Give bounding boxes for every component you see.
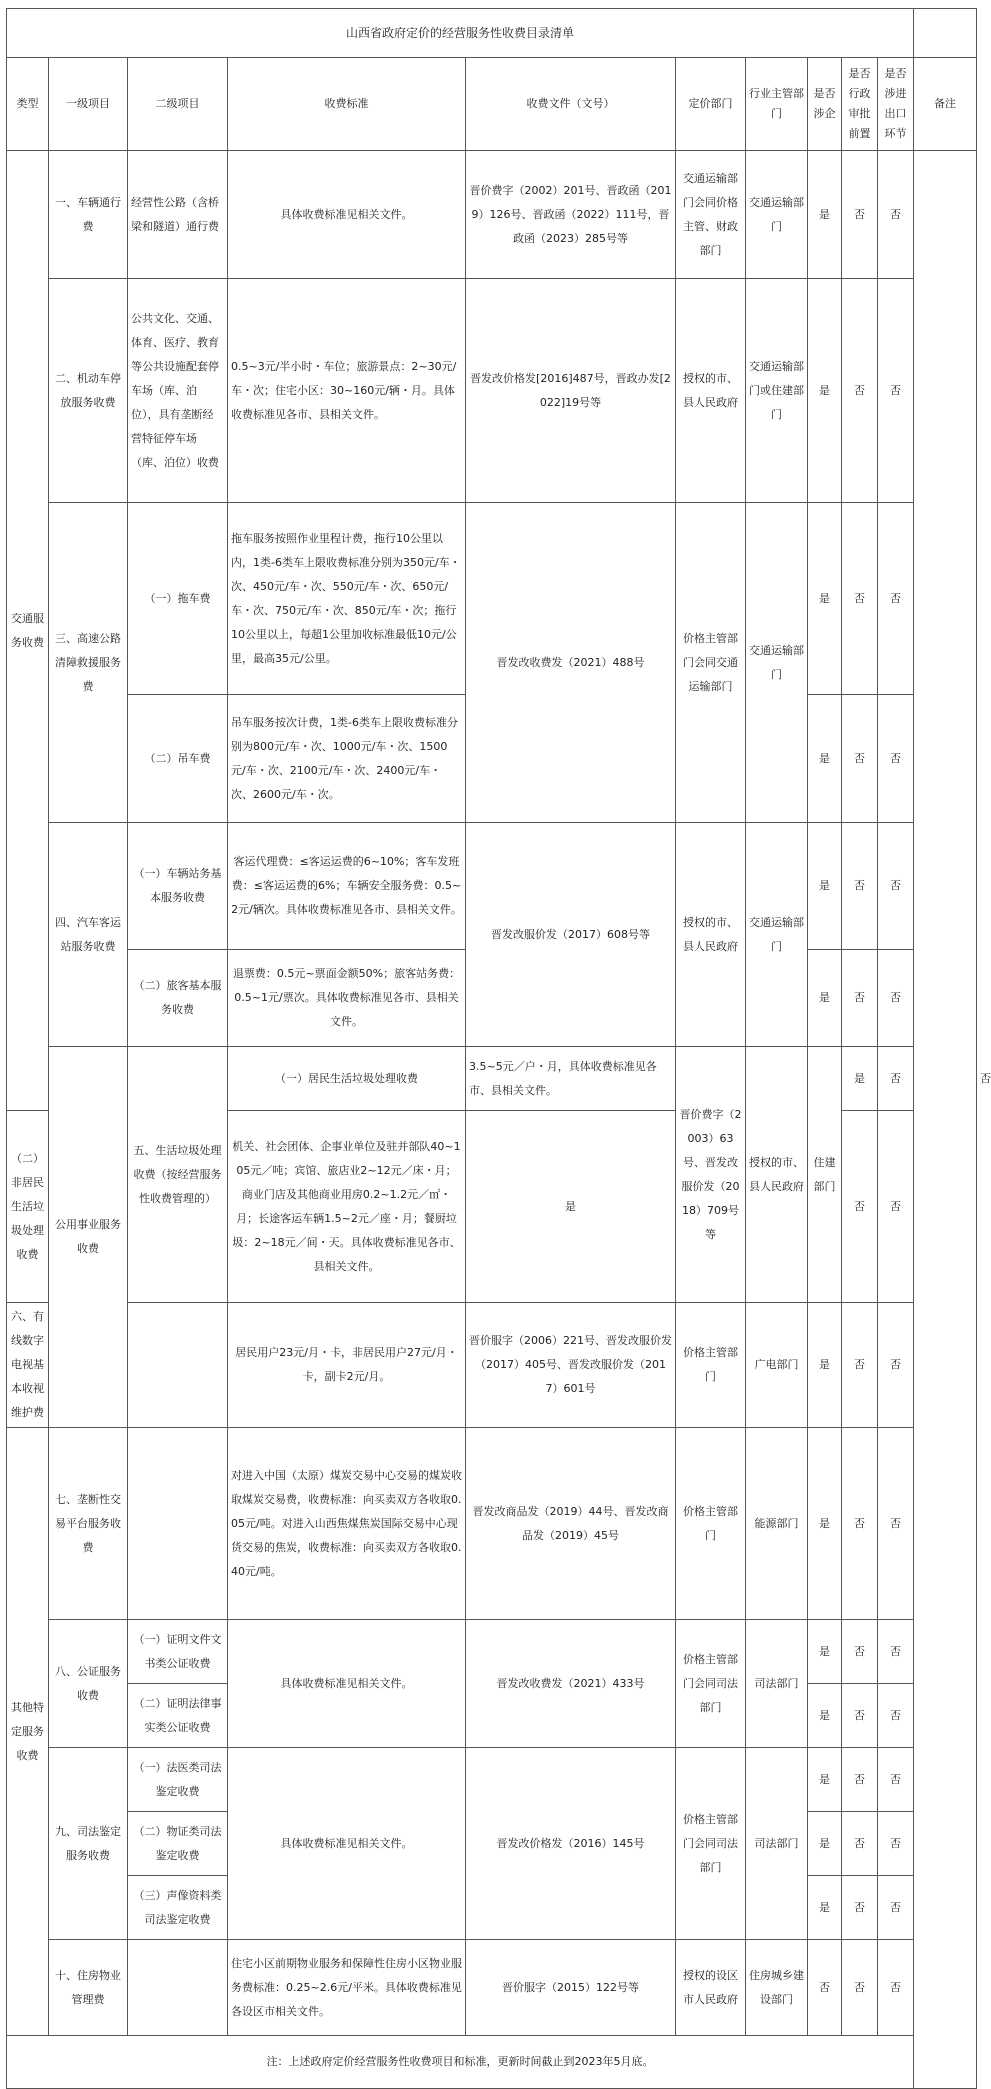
standard-cell: 具体收费标准见相关文件。: [228, 151, 466, 279]
table-title: 山西省政府定价的经营服务性收费目录清单: [7, 9, 914, 58]
table-row: [7, 1620, 977, 1684]
document-cell: 晋发改收费发（2021）433号: [466, 1620, 676, 1748]
document-cell: 晋价费字（2002）201号、晋政函（2019）126号、晋政函（2022）111号，晋政函（2023）285号等: [466, 151, 676, 279]
table-row: [7, 1303, 977, 1428]
level1-cell: 九、司法鉴定服务收费: [49, 1748, 128, 1940]
level2-cell: （一）拖车费: [128, 503, 228, 695]
enterprise-cell: 是: [808, 1748, 842, 1812]
import-export-cell: 否: [878, 823, 914, 950]
document-cell: 晋价服字（2006）221号、晋发改服价发（2017）405号、晋发改服价发（2017）601号: [466, 1303, 676, 1428]
industry-dept-cell: 住建部门: [808, 1047, 842, 1303]
standard-cell: 0.5~3元/半小时・车位；旅游景点：2~30元/车・次；住宅小区：30~160元/辆・月。具体收费标准见各市、县相关文件。: [228, 279, 466, 503]
level2-cell: （一）法医类司法鉴定收费: [128, 1748, 228, 1812]
enterprise-cell: 是: [808, 823, 842, 950]
table-row: [7, 503, 977, 695]
standard-cell: 拖车服务按照作业里程计费，拖行10公里以内，1类-6类车上限收费标准分别为350元/车・次、450元/车・次、550元/车・次、650元/车・次、750元/车・次、850元/车・次；拖行10公里以上，每超1公里加收标准最低10元/公里，最高35元/公里。: [228, 503, 466, 695]
standard-cell: 退票费：0.5元~票面金额50%；旅客站务费：0.5~1元/票次。具体收费标准见各市、县相关文件。: [228, 950, 466, 1047]
industry-dept-cell: 交通运输部门: [746, 823, 808, 1047]
import-export-cell: 否: [878, 1684, 914, 1748]
category-other: 其他特定服务收费: [7, 1428, 49, 2036]
pricing-dept-cell: 价格主管部门会同司法部门: [676, 1620, 746, 1748]
footnote: 注：上述政府定价经营服务性收费项目和标准，更新时间截止到2023年5月底。: [7, 2036, 914, 2089]
level2-cell: （二）物证类司法鉴定收费: [128, 1812, 228, 1876]
enterprise-cell: 是: [842, 1047, 878, 1111]
enterprise-cell: 是: [808, 695, 842, 823]
standard-cell: 具体收费标准见相关文件。: [228, 1748, 466, 1940]
level2-cell: （一）居民生活垃圾处理收费: [228, 1047, 466, 1111]
category-traffic: 交通服务收费: [7, 151, 49, 1111]
pricing-dept-cell: 授权的设区市人民政府: [676, 1940, 746, 2036]
document-cell: 晋发改服价发（2017）608号等: [466, 823, 676, 1047]
document-cell: 晋发改商品发（2019）44号、晋发改商品发（2019）45号: [466, 1428, 676, 1620]
pricing-dept-cell: 价格主管部门: [676, 1428, 746, 1620]
approval-cell: 否: [842, 695, 878, 823]
pricing-dept-cell: 价格主管部门会同司法部门: [676, 1748, 746, 1940]
pricing-dept-cell: 价格主管部门: [676, 1303, 746, 1428]
fee-catalog-table: [6, 8, 991, 2089]
industry-dept-cell: 交通运输部门: [746, 151, 808, 279]
level2-cell: （一）证明文件文书类公证收费: [128, 1620, 228, 1684]
approval-cell: 否: [842, 1428, 878, 1620]
header-industry-dept: 行业主管部门: [746, 58, 808, 151]
approval-cell: 否: [842, 950, 878, 1047]
header-standard: 收费标准: [228, 58, 466, 151]
level1-cell: 八、公证服务收费: [49, 1620, 128, 1748]
level1-cell: 四、汽车客运站服务收费: [49, 823, 128, 1047]
pricing-dept-cell: 交通运输部门会同价格主管、财政部门: [676, 151, 746, 279]
enterprise-cell: 是: [808, 151, 842, 279]
enterprise-cell: 是: [808, 503, 842, 695]
industry-dept-cell: 司法部门: [746, 1620, 808, 1748]
category-public: 公用事业服务收费: [49, 1047, 128, 1428]
import-export-cell: 否: [878, 279, 914, 503]
enterprise-cell: 否: [808, 1940, 842, 2036]
enterprise-cell: 是: [466, 1111, 676, 1303]
approval-cell: 否: [842, 503, 878, 695]
level2-cell: （一）车辆站务基本服务收费: [128, 823, 228, 950]
import-export-cell: 否: [878, 1748, 914, 1812]
header-row: [7, 58, 977, 151]
import-export-cell: 否: [878, 695, 914, 823]
import-export-cell: 否: [878, 1620, 914, 1684]
level1-cell: 二、机动车停放服务收费: [49, 279, 128, 503]
level1-cell: 三、高速公路清障救援服务费: [49, 503, 128, 823]
import-export-cell: 否: [878, 1876, 914, 1940]
header-level1: 一级项目: [49, 58, 128, 151]
table-row: [7, 1940, 977, 2036]
approval-cell: 否: [842, 1303, 878, 1428]
enterprise-cell: 是: [808, 1812, 842, 1876]
table-row: [7, 1428, 977, 1620]
standard-cell: 对进入中国（太原）煤炭交易中心交易的煤炭收取煤炭交易费，收费标准：向买卖双方各收取0.05元/吨。对进入山西焦煤焦炭国际交易中心现货交易的焦炭，收费标准：向买卖双方各收取0.40元/吨。: [228, 1428, 466, 1620]
level2-cell: （二）旅客基本服务收费: [128, 950, 228, 1047]
approval-cell: 否: [842, 823, 878, 950]
industry-dept-cell: 司法部门: [746, 1748, 808, 1940]
pricing-dept-cell: 授权的市、县人民政府: [676, 823, 746, 1047]
table-row: [7, 1748, 977, 1812]
approval-cell: 否: [842, 1111, 878, 1303]
document-cell: 晋价费字（2003）63号、晋发改服价发（2018）709号等: [676, 1047, 746, 1303]
header-type: 类型: [7, 58, 49, 151]
header-enterprise: 是否涉企: [808, 58, 842, 151]
approval-cell: 否: [842, 151, 878, 279]
enterprise-cell: 是: [808, 1684, 842, 1748]
approval-cell: 否: [842, 1748, 878, 1812]
import-export-cell: 否: [878, 950, 914, 1047]
level2-cell: 公共文化、交通、体育、医疗、教育等公共设施配套停车场（库、泊位），具有垄断经营特征停车场（库、泊位）收费: [128, 279, 228, 503]
level1-cell: 一、车辆通行费: [49, 151, 128, 279]
approval-cell: 否: [842, 1876, 878, 1940]
header-import-export: 是否涉进出口环节: [878, 58, 914, 151]
level1-cell: 十、住房物业管理费: [49, 1940, 128, 2036]
level2-cell: （二）吊车费: [128, 695, 228, 823]
document-cell: 晋发改价格发[2016]487号，晋政办发[2022]19号等: [466, 279, 676, 503]
table-row: [7, 279, 977, 503]
header-remark: 备注: [914, 58, 977, 151]
title-corner-cell: [914, 9, 977, 58]
enterprise-cell: 是: [808, 1303, 842, 1428]
level2-cell: [128, 1303, 228, 1428]
document-cell: 晋发改收费发（2021）488号: [466, 503, 676, 823]
level2-cell: [128, 1940, 228, 2036]
approval-cell: 否: [842, 1620, 878, 1684]
pricing-dept-cell: 价格主管部门会同交通运输部门: [676, 503, 746, 823]
enterprise-cell: 是: [808, 279, 842, 503]
enterprise-cell: 是: [808, 1620, 842, 1684]
level2-cell: （二）证明法律事实类公证收费: [128, 1684, 228, 1748]
pricing-dept-cell: 授权的市、县人民政府: [746, 1047, 808, 1303]
approval-cell: 否: [878, 1047, 914, 1111]
approval-cell: 否: [842, 1940, 878, 2036]
document-cell: 晋价服字（2015）122号等: [466, 1940, 676, 2036]
header-pricing-dept: 定价部门: [676, 58, 746, 151]
import-export-cell: 否: [878, 1940, 914, 2036]
enterprise-cell: 是: [808, 1876, 842, 1940]
level2-cell: （二）非居民生活垃圾处理收费: [7, 1111, 49, 1303]
industry-dept-cell: 能源部门: [746, 1428, 808, 1620]
standard-cell: 吊车服务按次计费，1类-6类车上限收费标准分别为800元/车・次、1000元/车・次、1500元/车・次、2100元/车・次、2400元/车・次、2600元/车・次。: [228, 695, 466, 823]
import-export-cell: 否: [878, 151, 914, 279]
level1-cell: 七、垄断性交易平台服务收费: [49, 1428, 128, 1620]
import-export-cell: 否: [878, 1111, 914, 1303]
standard-cell: 具体收费标准见相关文件。: [228, 1620, 466, 1748]
industry-dept-cell: 广电部门: [746, 1303, 808, 1428]
standard-cell: 客运代理费：≤客运运费的6~10%；客车发班费：≤客运运费的6%；车辆安全服务费：0.5~2元/辆次。具体收费标准见各市、县相关文件。: [228, 823, 466, 950]
approval-cell: 否: [842, 1684, 878, 1748]
import-export-cell: 否: [878, 503, 914, 695]
industry-dept-cell: 住房城乡建设部门: [746, 1940, 808, 2036]
level1-cell: 五、生活垃圾处理收费（按经营服务性收费管理的）: [128, 1047, 228, 1303]
level1-cell: 六、有线数字电视基本收视维护费: [7, 1303, 49, 1428]
standard-cell: 居民用户23元/月・卡，非居民用户27元/月・卡，副卡2元/月。: [228, 1303, 466, 1428]
standard-cell: 住宅小区前期物业服务和保障性住房小区物业服务费标准：0.25~2.6元/平米。具体收费标准见各设区市相关文件。: [228, 1940, 466, 2036]
header-approval: 是否行政审批前置: [842, 58, 878, 151]
table-row: 公用事业服务收费 五、生活垃圾处理收费（按经营服务性收费管理的） （一）居民生活垃圾处理收费 3.5~5元／户・月，具体收费标准见各市、县相关文件。 晋价费字（2003）63号、晋发改服价发（2018）709号等 授权的市、县人民政府 住建部门 是 否 否: [7, 1047, 977, 1111]
pricing-dept-cell: 授权的市、县人民政府: [676, 279, 746, 503]
import-export-cell: 否: [878, 1812, 914, 1876]
standard-cell: 机关、社会团体、企事业单位及驻并部队40~105元／吨；宾馆、旅店业2~12元／床・月；商业门店及其他商业用房0.2~1.2元／㎡・月；长途客运车辆1.5~2元／座・月；餐厨垃圾：2~18元／间・天。具体收费标准见各市、县相关文件。: [228, 1111, 466, 1303]
enterprise-cell: 是: [808, 950, 842, 1047]
industry-dept-cell: 交通运输部门或住建部门: [746, 279, 808, 503]
industry-dept-cell: 交通运输部门: [746, 503, 808, 823]
approval-cell: 否: [842, 1812, 878, 1876]
document-cell: 晋发改价格发（2016）145号: [466, 1748, 676, 1940]
table-row: [7, 151, 977, 279]
note-row: [7, 2036, 977, 2089]
enterprise-cell: 是: [808, 1428, 842, 1620]
level2-cell: （三）声像资料类司法鉴定收费: [128, 1876, 228, 1940]
import-export-cell: 否: [878, 1303, 914, 1428]
standard-cell: 3.5~5元／户・月，具体收费标准见各市、县相关文件。: [466, 1047, 676, 1111]
approval-cell: 否: [842, 279, 878, 503]
header-level2: 二级项目: [128, 58, 228, 151]
remark-cell: [914, 151, 977, 2089]
level2-cell: [128, 1428, 228, 1620]
import-export-cell: 否: [878, 1428, 914, 1620]
header-document: 收费文件（文号）: [466, 58, 676, 151]
table-row: [7, 823, 977, 950]
level2-cell: 经营性公路（含桥梁和隧道）通行费: [128, 151, 228, 279]
